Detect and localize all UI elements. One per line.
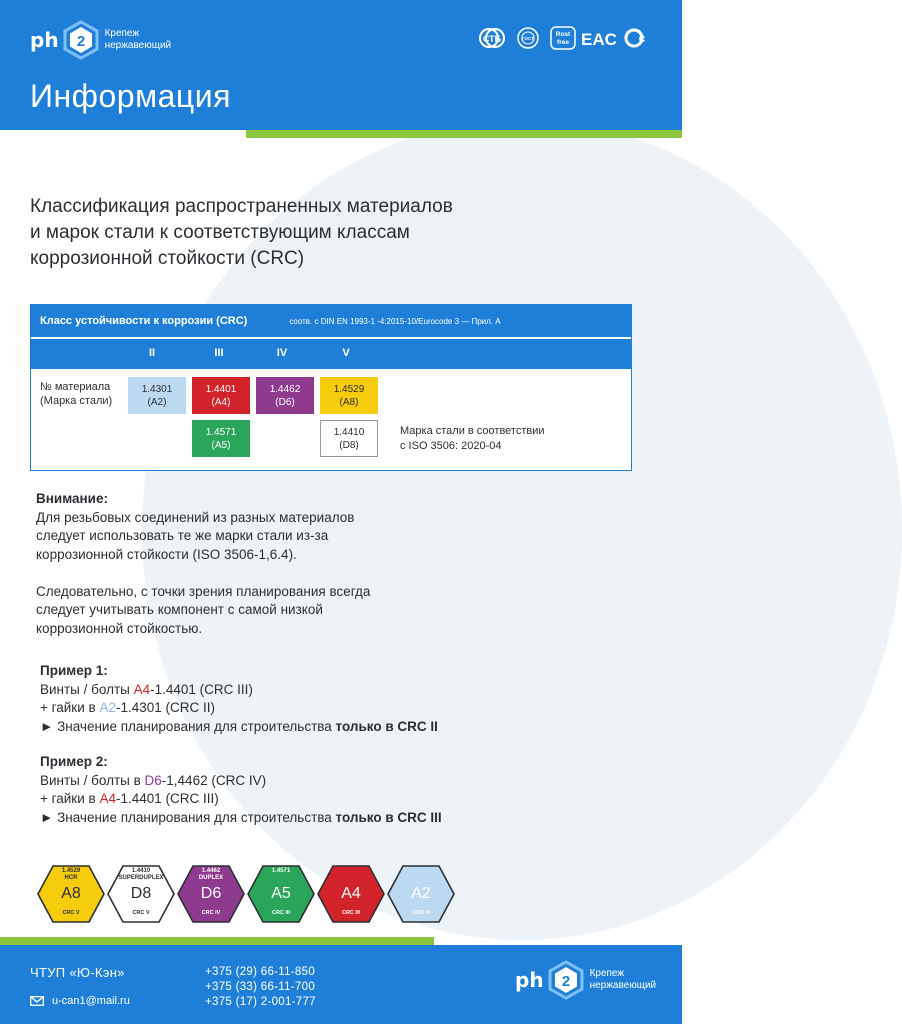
attention-block [36, 490, 456, 638]
badge-a4 [316, 864, 386, 924]
svg-text:Rost: Rost [555, 31, 571, 38]
badge-label: A5 [271, 885, 291, 902]
logo-sub-line1: Крепеж [104, 28, 140, 39]
example1-line1: Винты / болты A4-1.4401 (CRC III) [40, 681, 253, 697]
email-link[interactable]: u-can1@mail.ru [52, 995, 130, 1007]
badge-d8 [106, 864, 176, 924]
chip-1-4462 [256, 377, 314, 414]
badge-label: D6 [200, 885, 222, 902]
chip-number: 1.4401 [205, 383, 237, 395]
badge-crc: CRC IV [201, 910, 221, 916]
badge-a2 [386, 864, 456, 924]
badge-top1: 1.4571 [271, 868, 291, 874]
svg-text:C: C [638, 34, 646, 44]
badge-crc: CRC III [271, 910, 291, 916]
grade-badges [36, 864, 466, 924]
paragraph-gap [36, 564, 456, 583]
chip-number: 1.4301 [141, 383, 173, 395]
logo-text: ph [30, 28, 59, 52]
attention-text: Следовательно, с точки зрения планирования всегда [36, 583, 371, 599]
iso-note-line1: Марка стали в соответствии [400, 425, 545, 437]
chip-grade: (A8) [339, 396, 359, 408]
badge-crc: CRC II [412, 910, 430, 916]
chip-number: 1.4529 [333, 383, 365, 395]
phone-number[interactable]: +375 (17) 2-001-777 [205, 996, 316, 1008]
attention-text: следует использовать те же марки стали из-за [36, 528, 329, 543]
chip-number: 1.4571 [205, 426, 237, 438]
badge-crc: CRC V [132, 910, 150, 916]
svg-text:free: free [557, 39, 569, 46]
example1-line2: + гайки в A2-1.4301 (CRC II) [40, 700, 215, 715]
badge-a5 [246, 864, 316, 924]
iso-note-line2: с ISO 3506: 2020-04 [400, 440, 502, 452]
badge-label: A8 [61, 885, 81, 902]
footer-logo-sub-line2: нержавеющий [589, 980, 657, 991]
badge-top1: 1.4410 [131, 868, 151, 874]
badge-label: D8 [130, 885, 152, 902]
chip-1-4529 [320, 377, 378, 414]
class-iii-header: III [214, 347, 224, 359]
material-label [40, 380, 112, 408]
attention-text: Для резьбовых соединений из разных материалов [36, 509, 355, 525]
class-v-header: V [342, 347, 350, 359]
example-gap [40, 736, 580, 753]
section-heading [30, 194, 590, 272]
badge-top1: 1.4529 [61, 868, 81, 874]
chip-1-4571 [192, 420, 250, 457]
footer-logo-sub-line1: Крепеж [589, 968, 625, 979]
table-header [31, 305, 631, 337]
badge-d6 [176, 864, 246, 924]
badge-top2: DUPLEX [198, 875, 224, 881]
material-label-line1: № материала [40, 381, 111, 393]
example2-line2: + гайки в A4-1.4401 (CRC III) [40, 791, 219, 806]
chip-grade: (D8) [339, 439, 359, 451]
logo-number: 2 [76, 33, 85, 50]
chip-grade: (A2) [147, 396, 167, 408]
attention-text: коррозионной стойкости (ISO 3506-1,6.4). [36, 546, 297, 562]
class-iv-header: IV [276, 347, 288, 359]
class-ii-header: II [148, 347, 156, 359]
chip-1-4410 [320, 420, 378, 457]
badge-a8 [36, 864, 106, 924]
iso-note [400, 424, 545, 454]
badge-crc: CRC III [341, 910, 361, 916]
chip-1-4401 [192, 377, 250, 414]
example1-title: Пример 1: [40, 663, 108, 678]
example1-conclusion: ► Значение планирования для строительства только в CRC II [40, 718, 438, 734]
badge-label: A4 [341, 885, 361, 902]
logo-sub-line2: нержавеющий [104, 40, 172, 51]
chip-grade: (D6) [275, 396, 295, 408]
chip-1-4301 [128, 377, 186, 414]
svg-text:СТБ: СТБ [482, 34, 502, 44]
class-header-row [31, 339, 631, 369]
example2-line1: Винты / болты в D6-1,4462 (CRC IV) [40, 772, 267, 788]
footer-logo-number: 2 [561, 973, 570, 990]
heading-line1: Классификация распространенных материалов [30, 196, 453, 217]
examples-block [40, 662, 580, 827]
phone-number[interactable]: +375 (33) 66-11-700 [205, 981, 316, 993]
heading-line3: коррозионной стойкости (CRC) [30, 248, 305, 269]
table-title: Класс устойчивости к коррозии (CRC) [40, 315, 248, 327]
table-reference: соотв. с DIN EN 1993-1 -4:2015-10/Eurocode 3 — Прил. A [289, 316, 501, 326]
crc-table [30, 304, 632, 471]
badge-top2: HCR [64, 875, 78, 881]
badge-crc: CRC V [62, 910, 80, 916]
chip-number: 1.4462 [269, 383, 301, 395]
company-name: ЧТУП «Ю-Кэн» [30, 965, 125, 980]
example2-title: Пример 2: [40, 754, 108, 769]
attention-text: следует учитывать компонент с самой низкой [36, 602, 323, 617]
badge-label: A2 [411, 885, 431, 902]
attention-heading: Внимание: [36, 491, 108, 506]
chip-grade: (A4) [211, 396, 231, 408]
badge-top1: 1.4462 [201, 868, 221, 874]
footer-logo-text: ph [515, 968, 544, 992]
chip-number: 1.4410 [333, 426, 365, 438]
badge-top2: SUPERDUPLEX [118, 875, 164, 881]
attention-text: коррозионной стойкостью. [36, 620, 203, 636]
svg-text:EAC: EAC [581, 30, 617, 49]
example2-conclusion: ► Значение планирования для строительства только в CRC III [40, 809, 442, 825]
svg-text:ГОСТ: ГОСТ [522, 36, 534, 41]
page-title: Информация [30, 78, 231, 114]
phone-number[interactable]: +375 (29) 66-11-850 [205, 966, 316, 978]
heading-line2: и марок стали к соответствующим классам [30, 222, 410, 243]
material-label-line2: (Марка стали) [40, 395, 113, 407]
chip-grade: (A5) [211, 439, 231, 451]
